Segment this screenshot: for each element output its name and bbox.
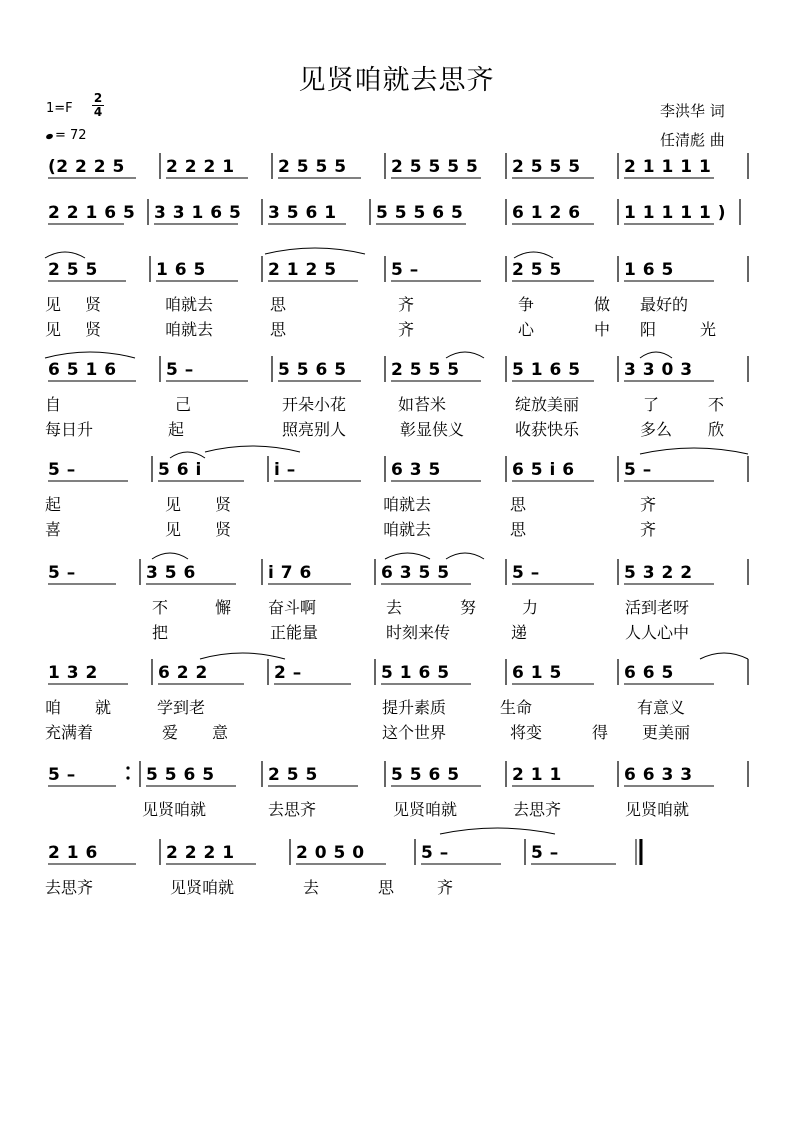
lyric-syllable: 自 [45,395,62,414]
measure: 6 3 5 [391,460,441,480]
lyric-syllable: 爱 [162,723,179,742]
lyric-syllable: 阳 [640,320,657,339]
lyric-syllable: 活到老呀 [625,598,690,617]
measure: 6 5 1 6 [48,360,117,380]
lyric-syllable: 见贤咱就 [170,878,235,897]
lyric-syllable: 力 [522,598,539,617]
lyric-syllable: 就 [95,698,112,717]
lyric-syllable: 思 [510,520,527,539]
lyric-syllable: 咱就去 [383,520,432,539]
lyric-syllable: 贤 [85,320,102,339]
measure: 2 – [274,663,302,683]
page-title: 见贤咱就去思齐 [298,65,495,96]
measure: 2 5 5 [48,260,98,280]
measure: 5 5 5 6 5 [376,203,464,223]
lyric-syllable: 齐 [398,320,415,339]
lyric-syllable: 咱就去 [165,320,214,339]
lyric-syllable: 彰显侠义 [400,420,465,439]
slur [446,553,484,559]
lyric-syllable: 做 [594,295,611,314]
lyric-syllable: 去思齐 [45,878,94,897]
lyric-syllable: 意 [212,723,229,742]
lyric-syllable: 喜 [45,520,62,539]
lyric-syllable: 思 [270,320,287,339]
repeat-dot [126,766,129,769]
measure: 2 2 1 6 5 [48,203,136,223]
lyric-syllable: 多么 [640,420,673,439]
slur [152,553,188,559]
tempo-value: = 72 [55,128,87,143]
slur [440,828,555,834]
lyric-syllable: 咱就去 [165,295,214,314]
measure: 5 6 i [158,460,202,480]
slur [205,446,300,452]
measure: 6 6 5 [624,663,674,683]
measure: 1 1 1 1 1 ) [624,203,727,223]
measure: 5 – [421,843,449,863]
measure: 5 5 6 5 [278,360,347,380]
slur [446,352,484,358]
measure: 2 5 5 5 [278,157,347,177]
lyric-syllable: 提升素质 [382,698,447,717]
lyric-syllable: 充满着 [45,723,94,742]
measure: 6 2 2 [158,663,208,683]
lyric-syllable: 每日升 [45,420,94,439]
lyric-syllable: 去 [303,878,320,897]
lyric-syllable: 贤 [215,520,232,539]
measure: 2 0 5 0 [296,843,365,863]
lyric-syllable: 时刻来传 [386,623,451,642]
lyric-syllable: 己 [175,395,192,414]
lyric-syllable: 去思齐 [268,800,317,819]
measure: 5 – [166,360,194,380]
lyric-syllable: 咱就去 [383,495,432,514]
time-signature-bottom: 4 [93,105,103,119]
lyric-syllable: 不 [152,598,169,617]
measure: 6 6 3 3 [624,765,693,785]
measure: 5 – [512,563,540,583]
measure: 2 5 5 [268,765,318,785]
lyric-syllable: 绽放美丽 [515,395,580,414]
measure: 5 3 2 2 [624,563,693,583]
lyric-syllable: 了 [643,395,660,414]
lyricist-credit: 李洪华 词 [660,102,725,120]
lyric-syllable: 见 [45,320,62,339]
measure: 2 1 1 1 1 [624,157,712,177]
measure: 2 2 2 1 [166,157,235,177]
measure: 3 5 6 1 [268,203,337,223]
measure: 5 5 6 5 [146,765,215,785]
measure: 5 – [531,843,559,863]
slur [265,248,365,254]
lyric-syllable: 去思齐 [513,800,562,819]
measure: 5 – [391,260,419,280]
lyric-syllable: 欣 [708,420,725,439]
lyric-syllable: 思 [510,495,527,514]
lyric-syllable: 思 [378,878,395,897]
lyric-syllable: 懈 [215,598,232,617]
lyric-syllable: 光 [700,320,717,339]
measure: i 7 6 [268,563,312,583]
slur [200,653,285,659]
measure: 1 6 5 [156,260,206,280]
lyric-syllable: 贤 [215,495,232,514]
lyric-syllable: 照亮别人 [282,420,347,439]
measure: 5 1 6 5 [381,663,450,683]
measure: 3 5 6 [146,563,196,583]
lyric-syllable: 学到老 [157,698,206,717]
measure: 2 1 2 5 [268,260,337,280]
measure: 2 5 5 5 [391,360,460,380]
lyric-syllable: 起 [168,420,185,439]
measure: 2 2 2 1 [166,843,235,863]
measure: 5 – [48,563,76,583]
lyric-syllable: 见贤咱就 [142,800,207,819]
measure: 2 5 5 [512,260,562,280]
lyric-syllable: 有意义 [637,698,686,717]
lyric-syllable: 将变 [510,723,543,742]
lyric-syllable: 努 [460,598,477,617]
measure: 5 5 6 5 [391,765,460,785]
lyric-syllable: 最好的 [640,295,689,314]
lyric-syllable: 递 [511,623,528,642]
lyric-syllable: 见贤咱就 [625,800,690,819]
lyric-syllable: 见 [165,520,182,539]
lyric-syllable: 争 [518,295,535,314]
slur [700,653,748,659]
measure: 6 1 5 [512,663,562,683]
measure: 2 5 5 5 5 [391,157,479,177]
lyric-syllable: 这个世界 [382,723,447,742]
lyric-syllable: 齐 [437,878,454,897]
measure: 2 1 6 [48,843,98,863]
slur [170,452,205,458]
measure: 1 3 2 [48,663,98,683]
measure: 5 – [624,460,652,480]
key-signature: 1=F [46,101,73,116]
repeat-dot [126,776,129,779]
time-signature-top: 2 [93,91,103,105]
measure: 2 1 1 [512,765,562,785]
lyric-syllable: 见贤咱就 [393,800,458,819]
lyric-syllable: 齐 [640,520,657,539]
measure: i – [274,460,296,480]
lyric-syllable: 齐 [640,495,657,514]
lyric-syllable: 齐 [398,295,415,314]
measure: 5 – [48,460,76,480]
slur [45,252,85,258]
lyric-syllable: 更美丽 [642,723,691,742]
lyric-syllable: 开朵小花 [282,395,347,414]
measure: 3 3 1 6 5 [154,203,242,223]
measure: 2 5 5 5 [512,157,581,177]
lyric-syllable: 不 [708,395,725,414]
lyric-syllable: 得 [592,723,609,742]
lyric-syllable: 去 [386,598,403,617]
slur [45,352,135,358]
lyric-syllable: 奋斗啊 [268,598,317,617]
lyric-syllable: 如苔米 [398,395,447,414]
lyric-syllable: 起 [45,495,62,514]
lyric-syllable: 见 [165,495,182,514]
slur [640,448,748,454]
lyric-syllable: 心 [518,320,535,339]
lyric-syllable: 生命 [500,698,533,717]
lyric-syllable: 人人心中 [625,623,690,642]
lyric-syllable: 把 [152,623,169,642]
lyric-syllable: 中 [594,320,611,339]
lyric-syllable: 思 [270,295,287,314]
measure: 6 5 i 6 [512,460,575,480]
measure: 5 1 6 5 [512,360,581,380]
lyric-syllable: 咱 [45,698,62,717]
measure: 6 1 2 6 [512,203,581,223]
measure: 6 3 5 5 [381,563,450,583]
lyric-syllable: 正能量 [270,623,319,642]
lyric-syllable: 贤 [85,295,102,314]
slur [514,252,553,258]
measure: 5 – [48,765,76,785]
measure: 1 6 5 [624,260,674,280]
slur [640,352,672,358]
slur [385,553,430,559]
composer-credit: 任清彪 曲 [660,131,725,149]
lyric-syllable: 收获快乐 [515,420,580,439]
lyric-syllable: 见 [45,295,62,314]
measure: 3 3 0 3 [624,360,693,380]
measure: (2 2 2 5 [48,157,125,177]
